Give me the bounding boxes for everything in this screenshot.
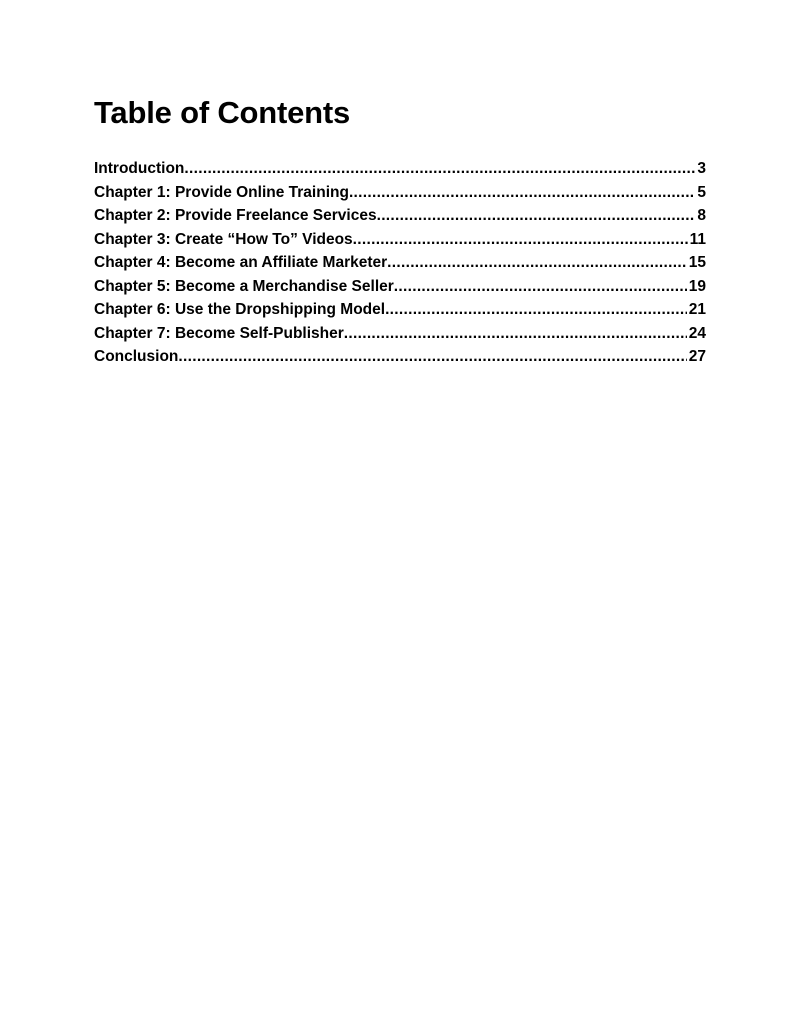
toc-dot-leader: [353, 228, 688, 252]
toc-entry-page: 27: [688, 348, 706, 365]
toc-entry-label: Conclusion: [94, 348, 179, 365]
toc-dot-leader: [394, 275, 687, 299]
toc-entry-label: Chapter 3: Create “How To” Videos: [94, 230, 353, 248]
toc-entry-label: Chapter 2: Provide Freelance Services: [94, 207, 377, 224]
toc-dot-leader: [377, 204, 696, 228]
toc-entry-chapter-7: [94, 322, 706, 346]
toc-entry-label: Chapter 4: Become an Affiliate Marketer: [94, 254, 388, 271]
toc-entry-label: Chapter 6: Use the Dropshipping Model: [94, 301, 386, 318]
toc-entry-page: 15: [688, 254, 706, 271]
toc-entry-label: Introduction: [94, 160, 185, 177]
toc-entry-page: 19: [688, 277, 706, 295]
toc-entry-page: 8: [697, 207, 706, 224]
toc-dot-leader: [184, 157, 695, 181]
toc-entry-chapter-4: [94, 251, 706, 275]
toc-dot-leader: [385, 298, 687, 322]
toc-entry-introduction: [94, 157, 706, 181]
toc-entry-chapter-1: [94, 181, 706, 205]
toc-entry-chapter-3: [94, 228, 706, 252]
toc-title: Table of Contents: [94, 95, 351, 130]
toc-entry-label: Chapter 7: Become Self-Publisher: [94, 324, 344, 342]
toc-entry-page: 24: [688, 324, 706, 342]
toc-dot-leader: [349, 181, 695, 205]
toc-entry-label: Chapter 5: Become a Merchandise Seller: [94, 277, 394, 295]
toc-list: [94, 157, 706, 369]
toc-entry-chapter-2: [94, 204, 706, 228]
toc-entry-conclusion: [94, 345, 706, 369]
toc-dot-leader: [344, 322, 687, 346]
toc-entry-page: 21: [688, 301, 706, 318]
toc-dot-leader: [387, 251, 687, 275]
toc-entry-page: 3: [697, 160, 706, 177]
toc-dot-leader: [178, 345, 686, 369]
toc-entry-chapter-5: [94, 275, 706, 299]
toc-entry-label: Chapter 1: Provide Online Training: [94, 183, 349, 201]
toc-entry-chapter-6: [94, 298, 706, 322]
toc-entry-page: 11: [689, 230, 706, 248]
toc-entry-page: 5: [697, 183, 706, 201]
